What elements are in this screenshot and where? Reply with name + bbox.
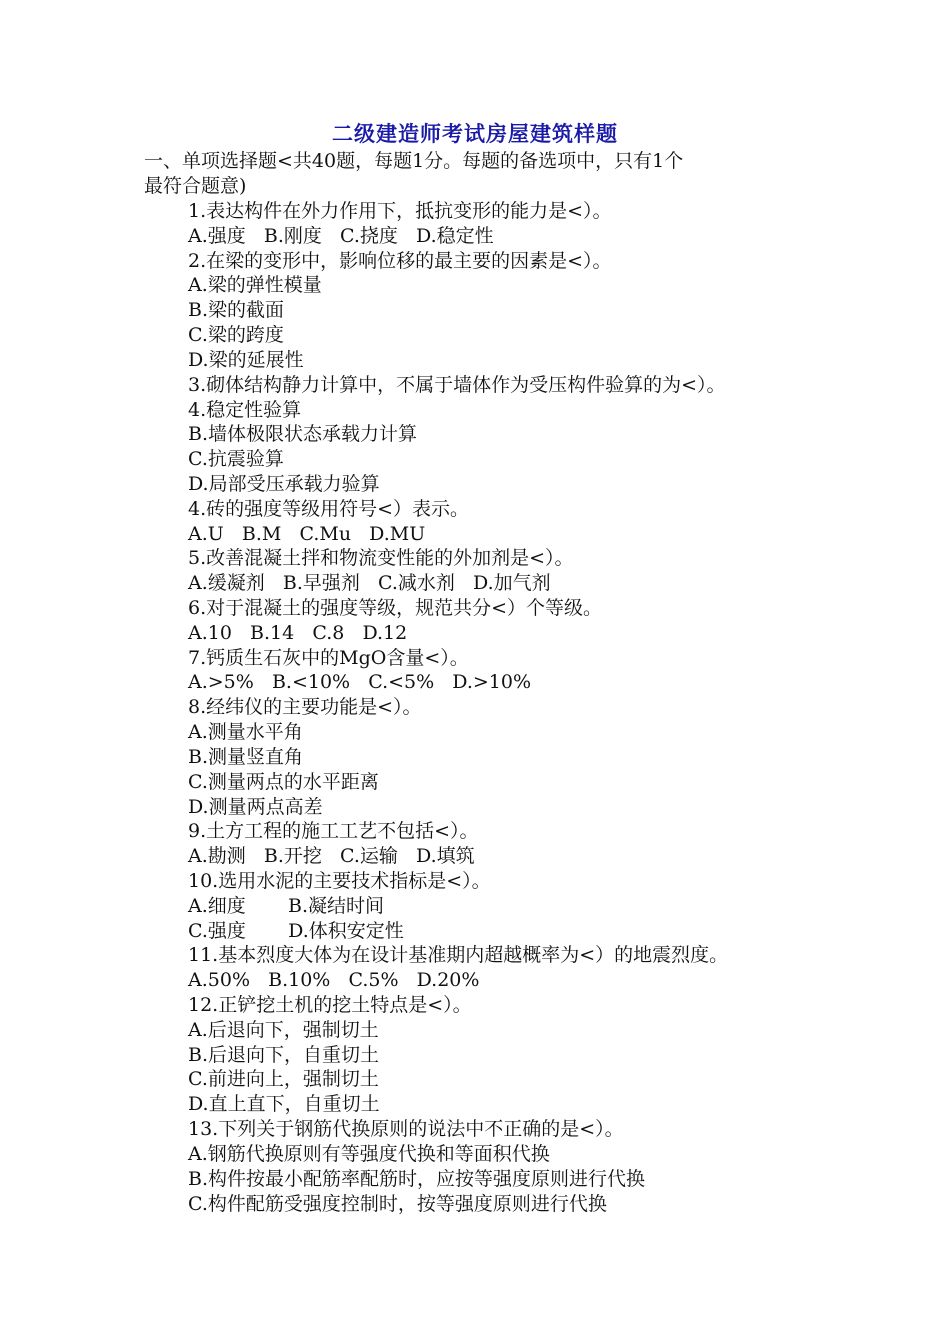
question-12-option-b: B.后退向下，自重切土 [188, 1043, 380, 1066]
question-9-stem: 9.土方工程的施工工艺不包括<）。 [188, 820, 479, 843]
question-6-stem: 6.对于混凝土的强度等级，规范共分<）个等级。 [188, 597, 603, 619]
question-11-options: A.50% B.10% C.5% D.20% [188, 969, 480, 992]
question-3-option-d: D.局部受压承载力验算 [188, 472, 380, 495]
question-3-option-a: 4.稳定性验算 [188, 398, 302, 421]
question-7-stem: 7.钙质生石灰中的MgO含量<）。 [188, 646, 469, 669]
question-9-options: A.勘测 B.开挖 C.运输 D.填筑 [188, 845, 475, 868]
question-2-option-d: D.梁的延展性 [188, 348, 304, 371]
section-heading [144, 149, 824, 199]
question-2-stem: 2.在梁的变形中，影响位移的最主要的因素是<）。 [188, 249, 612, 272]
question-13-option-a: A.钢筋代换原则有等强度代换和等面积代换 [188, 1142, 550, 1165]
question-10-stem: 10.选用水泥的主要技术指标是<）。 [188, 869, 491, 892]
question-13-option-c: C.构件配筋受强度控制时，按等强度原则进行代换 [188, 1192, 607, 1215]
question-3-option-c: C.抗震验算 [188, 448, 284, 471]
question-4-options: A.U B.M C.Mu D.MU [188, 522, 426, 545]
section-heading-line: 最符合题意) [144, 175, 247, 197]
question-5-options: A.缓凝剂 B.早强剂 C.减水剂 D.加气剂 [188, 572, 551, 595]
question-8-stem: 8.经纬仪的主要功能是<）。 [188, 696, 422, 719]
question-13-stem: 13.下列关于钢筋代换原则的说法中不正确的是<）。 [188, 1118, 624, 1141]
question-13-option-b: B.构件按最小配筋率配筋时，应按等强度原则进行代换 [188, 1167, 646, 1190]
question-7-options: A.>5% B.<10% C.<5% D.>10% [188, 671, 532, 694]
question-2-option-a: A.梁的弹性模量 [188, 274, 322, 297]
question-8-option-a: A.测量水平角 [188, 721, 303, 744]
question-1-options: A.强度 B.刚度 C.挠度 D.稳定性 [188, 224, 494, 247]
question-10-options-ab: A.细度 B.凝结时间 [188, 894, 385, 917]
question-2-option-c: C.梁的跨度 [188, 324, 284, 347]
question-8-option-b: B.测量竖直角 [188, 745, 304, 768]
question-11-stem: 11.基本烈度大体为在设计基准期内超越概率为<）的地震烈度。 [188, 944, 729, 967]
question-3-stem: 3.砌体结构静力计算中，不属于墙体作为受压构件验算的为<）。 [188, 373, 726, 396]
question-12-option-d: D.直上直下，自重切土 [188, 1093, 380, 1116]
question-2-option-b: B.梁的截面 [188, 299, 285, 322]
section-heading-line: 一、单项选择题<共40题，每题1分。每题的备选项中，只有1个 [144, 150, 684, 172]
question-6-options: A.10 B.14 C.8 D.12 [188, 621, 408, 644]
question-12-stem: 12.正铲挖土机的挖土特点是<）。 [188, 994, 472, 1016]
question-8-option-c: C.测量两点的水平距离 [188, 770, 379, 793]
document-title: 二级建造师考试房屋建筑样题 [332, 122, 618, 146]
question-12-option-c: C.前进向上，强制切土 [188, 1068, 379, 1091]
question-5-stem: 5.改善混凝土拌和物流变性能的外加剂是<）。 [188, 547, 574, 570]
question-12-option-a: A.后退向下，强制切土 [188, 1018, 379, 1041]
question-4-stem: 4.砖的强度等级用符号<）表示。 [188, 497, 470, 520]
question-10-options-cd: C.强度 D.体积安定性 [188, 919, 404, 942]
question-list [188, 199, 888, 1216]
question-1-stem: 1.表达构件在外力作用下，抵抗变形的能力是<）。 [188, 200, 612, 222]
question-3-option-b: B.墙体极限状态承载力计算 [188, 423, 418, 446]
question-8-option-d: D.测量两点高差 [188, 795, 323, 818]
